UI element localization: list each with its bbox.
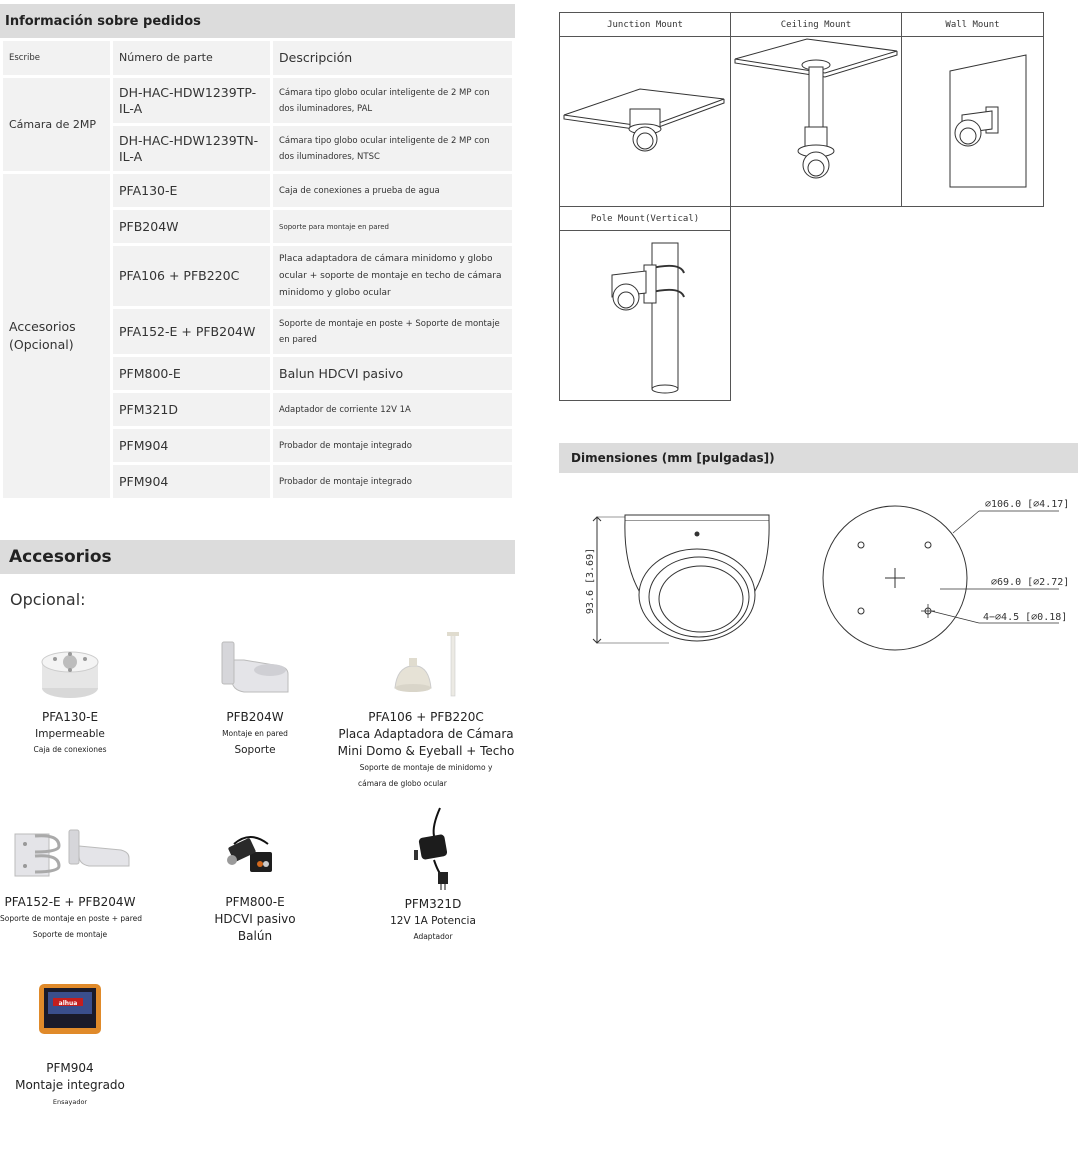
ceiling-mount-label: Ceiling Mount	[731, 13, 901, 37]
accessory-line3: Soporte de montaje	[32, 930, 108, 939]
part-cell: PFB204W	[112, 209, 272, 245]
bolt-circle-label: ⌀69.0 [⌀2.72]	[991, 577, 1070, 588]
accessory-line5: cámara de globo ocular	[358, 779, 447, 788]
accessory-name: PFA106 + PFB220C	[368, 710, 484, 724]
dimensions-drawing	[559, 485, 1079, 665]
tester-logo-text: alhua	[58, 1000, 78, 1007]
accessory-line3: Soporte	[234, 744, 276, 756]
header-type: Escribe	[2, 40, 112, 77]
accessory-line2: Impermeable	[35, 728, 105, 740]
accessory-line3: Caja de conexiones	[33, 745, 107, 754]
accessory-line2: Montaje en pared	[222, 729, 288, 738]
front-view	[823, 499, 1069, 650]
desc-cell: Placa adaptadora de cámara minidomo y globo ocular + soporte de montaje en techo de cámara minidomo y globo ocular	[272, 245, 514, 308]
desc-cell: Soporte de montaje en poste + Soporte de montaje en pared	[272, 308, 514, 356]
part-cell: PFM904	[112, 428, 272, 464]
ordering-title: Información sobre pedidos	[0, 4, 515, 38]
accessories-group-label: Accesorios (Opcional)	[2, 173, 112, 500]
accessory-line3: Ensayador	[52, 1098, 88, 1106]
accessory-pfa130e	[0, 640, 140, 758]
part-cell: DH-HAC-HDW1239TP-IL-A	[112, 77, 272, 125]
table-row	[2, 173, 514, 209]
accessories-title: Accesorios	[0, 540, 515, 574]
accessory-line3: Mini Domo & Eyeball + Techo	[337, 744, 515, 758]
ceiling-mount-kit-icon	[381, 630, 471, 705]
wall-mount-drawing	[902, 37, 1043, 207]
header-desc: Descripción	[272, 40, 514, 77]
part-cell: PFM321D	[112, 392, 272, 428]
accessory-name: PFM321D	[404, 897, 462, 911]
pole-mount-drawing	[560, 231, 730, 401]
ordering-section	[0, 4, 515, 501]
ceiling-mount-cell	[730, 12, 902, 207]
accessory-pfm904	[0, 978, 140, 1110]
desc-cell: Soporte para montaje en pared	[272, 209, 514, 245]
accessory-line2: Placa Adaptadora de Cámara	[338, 727, 514, 741]
part-cell: PFA152-E + PFB204W	[112, 308, 272, 356]
accessory-pfb204w	[185, 640, 325, 758]
power-adapter-icon	[398, 806, 468, 892]
accessory-line2: Montaje integrado	[15, 1078, 125, 1092]
accessory-name: PFM904	[46, 1061, 94, 1075]
ceiling-mount-drawing	[731, 37, 901, 207]
header-part: Número de parte	[112, 40, 272, 77]
desc-cell: Caja de conexiones a prueba de agua	[272, 173, 514, 209]
outer-diameter-label: ⌀106.0 [⌀4.17]	[985, 499, 1070, 510]
wall-mount-label: Wall Mount	[902, 13, 1043, 37]
junction-mount-cell	[559, 12, 731, 207]
desc-cell: Probador de montaje integrado	[272, 428, 514, 464]
pole-mount-label: Pole Mount(Vertical)	[560, 207, 730, 231]
accessory-line3: Balún	[237, 929, 273, 943]
ordering-table	[0, 38, 515, 501]
junction-mount-label: Junction Mount	[560, 13, 730, 37]
accessory-line2: HDCVI pasivo	[214, 912, 296, 926]
wall-mount-cell	[901, 12, 1044, 207]
pole-mount-cell	[559, 206, 731, 401]
table-row	[2, 77, 514, 125]
accessory-line2: Soporte de montaje en poste + pared	[0, 914, 143, 923]
accessory-line3: Adaptador	[413, 932, 453, 941]
part-cell: PFA130-E	[112, 173, 272, 209]
part-cell: DH-HAC-HDW1239TN-IL-A	[112, 125, 272, 173]
desc-cell: Balun HDCVI pasivo	[272, 356, 514, 392]
accessory-name: PFA152-E + PFB204W	[4, 895, 136, 909]
accessory-pfm800e	[185, 820, 325, 945]
height-dimension-label: 93.6 [3.69]	[585, 547, 596, 615]
accessory-pfa152e-pfb204w	[0, 820, 143, 943]
part-cell: PFM904	[112, 464, 272, 500]
accessory-line2: 12V 1A Potencia	[390, 915, 476, 927]
camera-group-label: Cámara de 2MP	[2, 77, 112, 173]
accessory-name: PFB204W	[226, 710, 284, 724]
accessory-name: PFA130-E	[41, 710, 99, 724]
wall-bracket-icon	[218, 640, 293, 705]
accessory-pfm321d	[363, 806, 503, 945]
tester-device-icon	[35, 978, 105, 1056]
desc-cell: Cámara tipo globo ocular inteligente de 2 MP con dos iluminadores, NTSC	[272, 125, 514, 173]
part-cell: PFM800-E	[112, 356, 272, 392]
pole-bracket-icon	[5, 820, 135, 890]
accessory-name: PFM800-E	[225, 895, 285, 909]
desc-cell: Probador de montaje integrado	[272, 464, 514, 500]
table-header-row	[2, 40, 514, 77]
desc-cell: Cámara tipo globo ocular inteligente de 2 MP con dos iluminadores, PAL	[272, 77, 514, 125]
part-cell: PFA106 + PFB220C	[112, 245, 272, 308]
balun-icon	[220, 820, 290, 890]
dimensions-title: Dimensiones (mm [pulgadas])	[559, 443, 1078, 473]
junction-mount-drawing	[560, 37, 730, 207]
junction-box-icon	[35, 640, 105, 705]
accessory-pfa106-pfb220c	[336, 630, 516, 792]
desc-cell: Adaptador de corriente 12V 1A	[272, 392, 514, 428]
hole-size-label: 4−⌀4.5 [⌀0.18]	[983, 612, 1068, 623]
side-view	[585, 515, 769, 643]
accessory-line4: Soporte de montaje de minidomo y	[359, 763, 493, 772]
optional-label: Opcional:	[10, 590, 86, 609]
